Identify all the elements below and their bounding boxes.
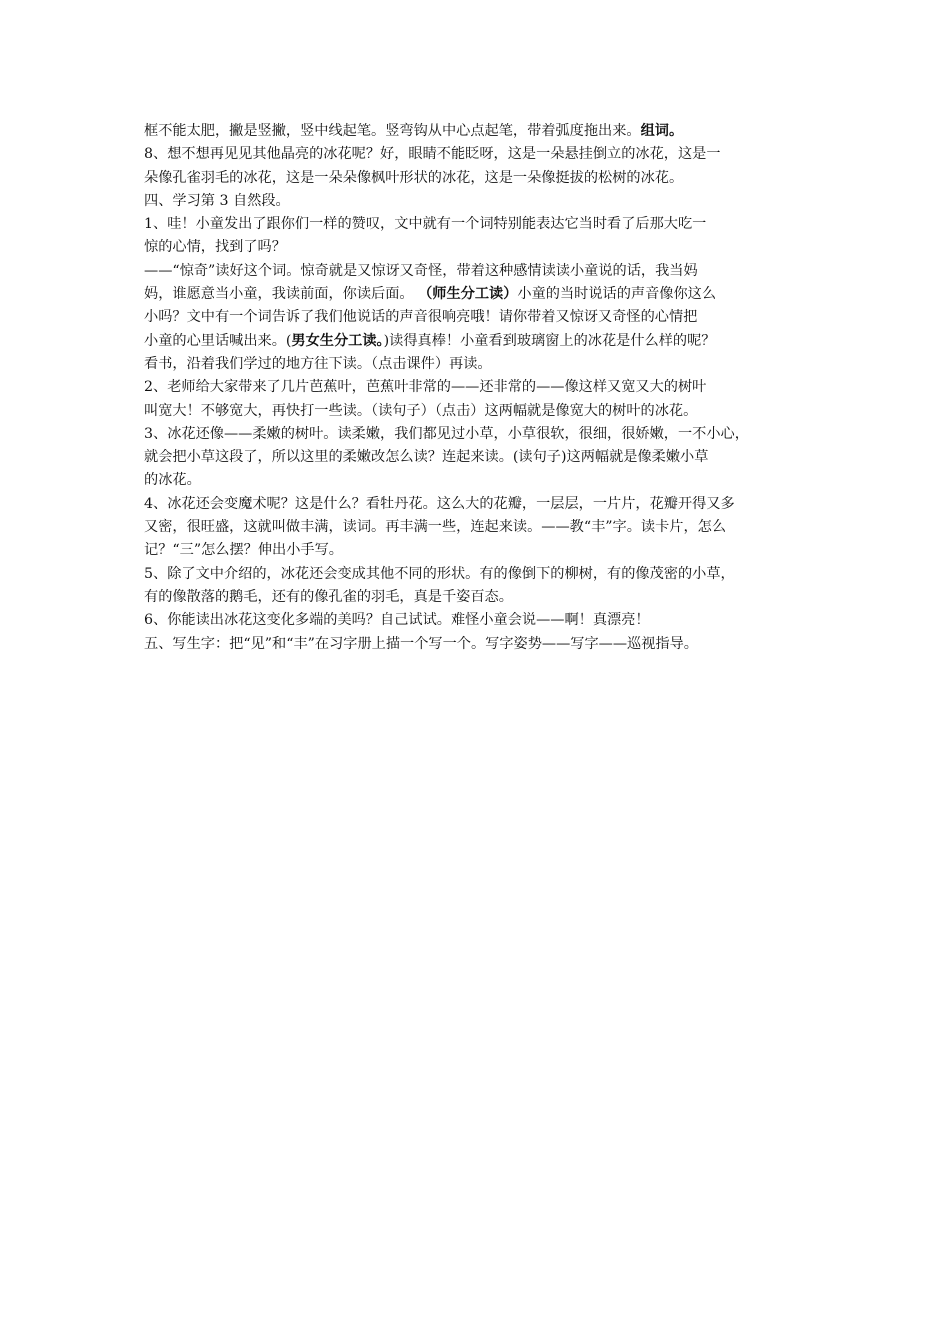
text-segment: 有的像散落的鹅毛，还有的像孔雀的羽毛，真是千姿百态。 — [144, 588, 513, 605]
text-segment: 2、老师给大家带来了几片芭蕉叶，芭蕉叶非常的——还非常的——像这样又宽又大的树叶 — [144, 379, 707, 396]
text-segment: 就会把小草这段了，所以这里的柔嫩改怎么读？连起来读。(读句子)这两幅就是像柔嫩小草 — [144, 449, 709, 466]
text-segment: )读得真棒！小童看到玻璃窗上的冰花是什么样的呢？ — [383, 332, 716, 349]
bold-text-segment: 组词。 — [640, 123, 684, 139]
text-segment: 框不能太肥，撇是竖撇，竖中线起笔。竖弯钩从中心点起笔，带着弧度拖出来。 — [144, 123, 641, 139]
text-segment: ——“惊奇”读好这个词。惊奇就是又惊讶又奇怪，带着这种感情读读小童说的话，我当妈 — [144, 262, 698, 279]
text-line — [144, 236, 812, 259]
text-segment: 又密，很旺盛，这就叫做丰满，读词。再丰满一些，连起来读。——教“丰”字。读卡片，怎么 — [144, 519, 727, 536]
bold-text-segment: （师生分工读） — [418, 286, 518, 303]
text-line — [144, 493, 812, 516]
text-line — [144, 167, 812, 190]
text-line — [144, 563, 812, 586]
text-line — [144, 400, 812, 423]
text-segment: 小童的当时说话的声音像你这么 — [517, 286, 717, 303]
text-segment: 记？“三”怎么摆？伸出小手写。 — [144, 542, 343, 559]
text-line — [144, 353, 812, 376]
text-line — [144, 446, 812, 469]
text-line — [144, 143, 812, 166]
text-line — [144, 330, 812, 353]
text-line — [144, 190, 812, 213]
text-line — [144, 539, 812, 562]
text-line — [144, 213, 812, 236]
text-segment: 5、除了文中介绍的，冰花还会变成其他不同的形状。有的像倒下的柳树，有的像茂密的小草， — [144, 565, 735, 582]
text-segment: 五、写生字：把“见”和“丰”在习字册上描一个写一个。写字姿势——写字——巡视指导。 — [144, 635, 698, 652]
text-line — [144, 260, 812, 283]
document-page — [144, 120, 812, 656]
text-line — [144, 376, 812, 399]
text-segment: 的冰花。 — [144, 472, 201, 489]
text-line — [144, 306, 812, 329]
text-segment: 3、冰花还像——柔嫩的树叶。读柔嫩，我们都见过小草，小草很软，很细，很娇嫩，一不小心， — [144, 425, 749, 442]
bold-text-segment: 男女生分工读。 — [291, 332, 384, 349]
text-segment: 叫宽大！不够宽大，再快打一些读。（读句子）（点击）这两幅就是像宽大的树叶的冰花。 — [144, 402, 698, 419]
text-segment: 小吗？文中有一个词告诉了我们他说话的声音很响亮哦！请你带着又惊讶又奇怪的心情把 — [144, 309, 698, 326]
text-line — [144, 120, 812, 143]
text-segment: 朵像孔雀羽毛的冰花，这是一朵朵像枫叶形状的冰花，这是一朵像挺拔的松树的冰花。 — [144, 169, 684, 186]
text-line — [144, 633, 812, 656]
text-segment: 惊的心情，找到了吗？ — [144, 239, 286, 256]
text-segment: 妈，谁愿意当小童，我读前面，你读后面。 — [144, 286, 419, 303]
document-body — [144, 120, 812, 656]
text-segment: 6、你能读出冰花这变化多端的美吗？自己试试。难怪小童会说——啊！真漂亮！ — [144, 612, 650, 629]
text-line — [144, 609, 812, 632]
text-line — [144, 586, 812, 609]
text-segment: 四、学习第 3 自然段。 — [144, 192, 290, 209]
text-line — [144, 516, 812, 539]
text-segment: 小童的心里话喊出来。( — [144, 332, 292, 349]
text-line — [144, 283, 812, 306]
text-segment: 8、想不想再见见其他晶亮的冰花呢？好，眼睛不能眨呀，这是一朵悬挂倒立的冰花，这是一 — [144, 146, 721, 163]
text-segment: 4、冰花还会变魔术呢？这是什么？看牡丹花。这么大的花瓣，一层层，一片片，花瓣开得又多 — [144, 495, 735, 512]
text-segment: 看书，沿着我们学过的地方往下读。（点击课件）再读。 — [144, 355, 492, 372]
text-segment: 1、哇！小童发出了跟你们一样的赞叹，文中就有一个词特别能表达它当时看了后那大吃一 — [144, 216, 707, 233]
text-line — [144, 423, 812, 446]
text-line — [144, 469, 812, 492]
